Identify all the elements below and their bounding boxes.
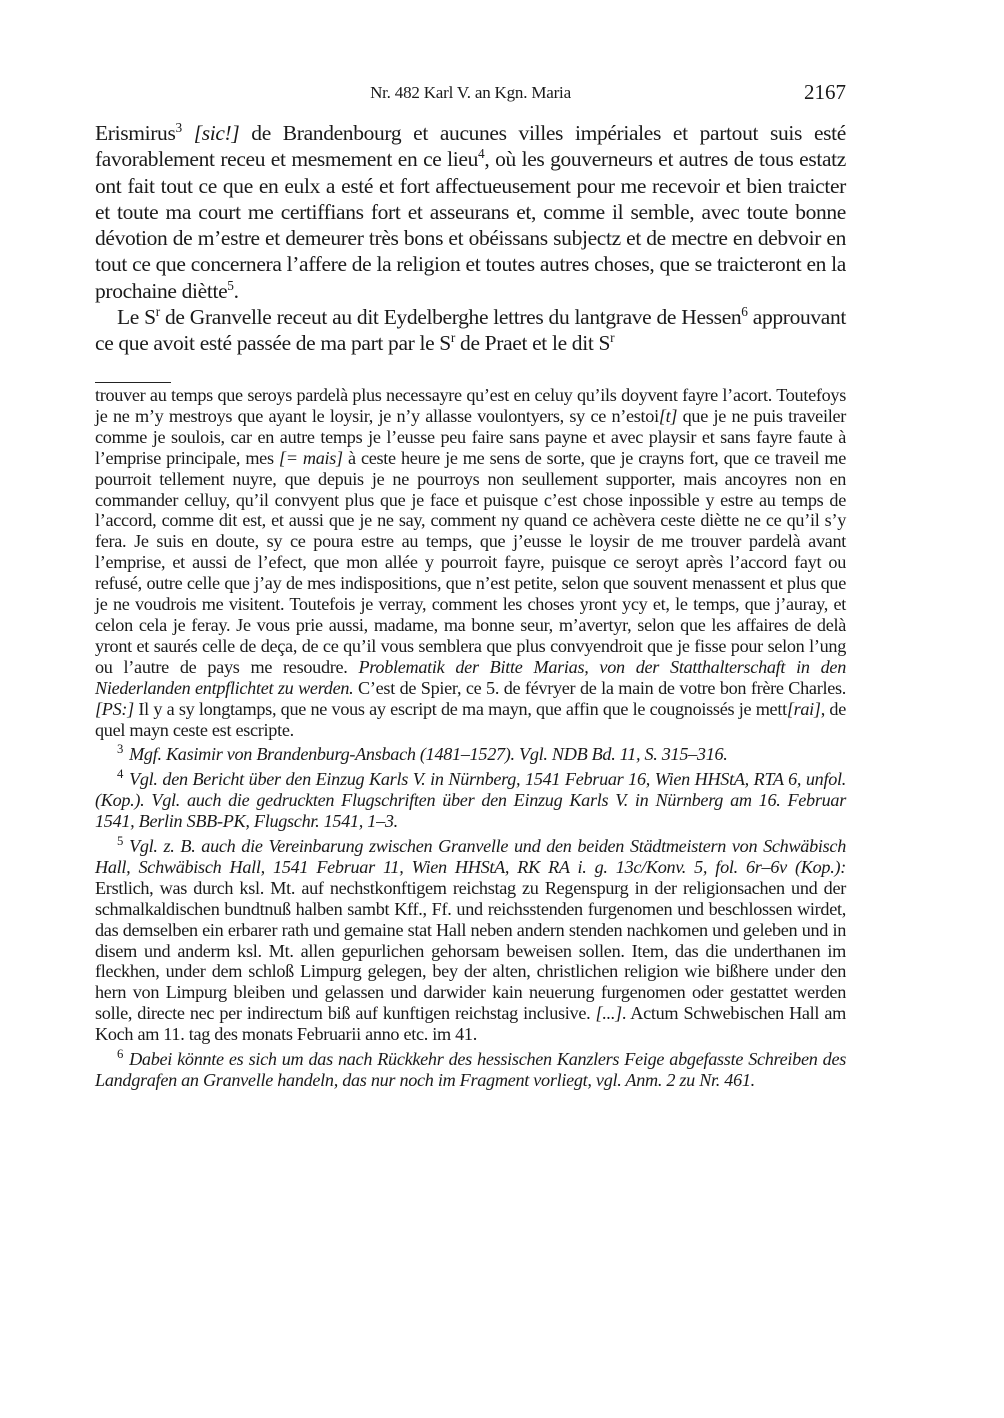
footnote-continued: trouver au temps que seroys pardelà plus necessayre qu’est en celuy qu’ils doyvent fayre l’acort. Toutefoys je ne m’y mestroys que ayant le loysir, je n’y allasse voulontyers, sy ce n’estoi[t] que je ne puis traveiler comme je soulois, car en autre temps je l’eusse peu faire sans payne et avec playsir et sans fayre faute à l’emprise principale, mes [= mais] à ceste heure je me sens de sorte, que je crayns fort, que ce traveil me pourroit tellement nuyre, que depuis je ne pourroys non seullement supporter, mais ancoyres non en commander celluy, qu’il convyent plus que je face et puisque c’est chose inpossible y estre au temps de l’accord, comme dit est, et aussi que je ne say, comment ny quand ce achèvera ceste diètte ne ce qu’il s’y fera. Je suis en doute, sy ce poura estre au temps, que j’eusse le loysir de me trouver pardelà avant l’emprise, et aussi de l’efect, que mon allée y pourroit fayre, puisque ce seroyt après l’accord fayt ou refusé, outre celle que j’ay de mes indispositions, que n’est petite, selon que souvent menassent et plus que je ne voudrois me visitent. Toutefois je verray, comment les choses yront ycy et, le temps, que j’auray, et celon cela je feray. Je vous prie aussi, madame, ma bonne seur, m’avertyr, selon que les affaires de delà yront et saurés celle de deça, de ce qu’il vous semblera que plus convyendroit que je fisse pour selon l’ung ou l’autre de pays me resoudre. Problematik der Bitte Marias, von der Statthalterschaft in den Niederlanden entpflichtet zu werden. C’est de Spier, ce 5. de févryer de la main de votre bon frère Charles. [PS:] Il y a sy longtamps, que ne vous ay escript de ma mayn, que affin que le cougnoissés je mett[rai], de quel mayn ceste est escripte. (95, 385, 847, 740)
running-title: Nr. 482 Karl V. an Kgn. Maria (370, 83, 571, 102)
main-text (95, 120, 846, 357)
footnotes (95, 385, 846, 1091)
footnote-number: 4 (117, 767, 124, 782)
footnote-ref-5[interactable]: 5 (227, 277, 234, 293)
running-head (95, 80, 846, 106)
footnote-5: $^5$ Vgl. z. B. auch die Vereinbarung zwischen Granvelle und den beiden Städtmeistern von Schwäbisch Hall, Schwäbisch Hall, 1541 Februar 11, Wien HHStA, RK RA i. g. 13c/Konv. 5, fol. 6r–6v (Kop.): Erstlich, was durch ksl. Mt. auf nechstkonftigem reichstag zu Regenspurg in der religionsachen und der schmalkaldischen bundtnuß halben sambt Kff., Ff. und reichsstenden furgenomen und beschlossen wirdet, das demselben ein erbarer rath und gemaine stat Hall neben andern stenden nachkomen und geleben und in disem und anderm ksl. Mt. allen gepurlichen gehorsam beweisen sollen. Item, das die underthanen im fleckhen, under dem schloß Limpurg gelegen, bey der alten, christlichen religion wie bißhere under den hern von Limpurg bleiben und gelassen und darwider kain neuerung furgenomen oder gestattet werden solle, directe nec per indirectum biß auf kunftigen reichstag inclusive. [...]. Actum Schwebischen Hall am Koch am 11. tag des monats Februarii anno etc. im 41. (95, 833, 846, 1045)
editorial-note: [sic!] (181, 121, 240, 145)
footnote-4: $^4$ Vgl. den Bericht über den Einzug Karls V. in Nürnberg, 1541 Februar 16, Wien HHStA, RTA 6, unfol. (Kop.). Vgl. auch die gedruckten Flugschriften über den Einzug Karls V. in Nürnberg am 16. Februar 1541, Berlin SBB-PK, Flugschr. 1541, 1–3. (95, 767, 846, 832)
footnote-3: $^3$ Mgf. Kasimir von Brandenburg-Ansbach (1481–1527). Vgl. NDB Bd. 11, S. 315–316. (117, 742, 728, 765)
main-paragraph-2: Le $S^r$ de Granvelle receut au dit Eydelberghe lettres du lantgrave de Hessen$^6$ approuvant ce que avoit esté passée de ma part par le $S^r$ de Praet et le dit $S^r$ (95, 303, 847, 356)
footnote-number: 5 (117, 833, 124, 848)
superscript-r: r (155, 303, 160, 319)
footnote-ref-3[interactable]: 3 (175, 119, 182, 135)
superscript-r: r (450, 330, 456, 346)
footnote-6: $^6$ Dabei könnte es sich um das nach Rückkehr des hessischen Kanzlers Feige abgefasste Schreiben des Landgrafen an Granvelle handeln, das nur noch im Fragment vorliegt, vgl. Anm. 2 zu Nr. 461. (95, 1047, 846, 1090)
main-paragraph-1: Erismirus$^3$ [sic!] de Brandenbourg et aucunes villes impériales et partout suis esté favorablement receu et mesmement en ce lieu$^4$, où les gouverneurs et autres de tous estatz ont fait tout ce que en eulx a esté et fort affectueusement pour me recevoir et bien traicter et toute ma court me certiffians fort et asseurans et, comme il semble, avec toute bonne dévotion de m’estre et demeurer très bons et obéissans subjectz et de mectre en debvoir en tout ce que concernera l’affere de la religion et toutes autres choses, que se traicteront en la prochaine diètte$^5$. (95, 119, 846, 303)
footnote-ref-6[interactable]: 6 (741, 303, 748, 319)
superscript-r: r (610, 330, 615, 346)
footnote-number: 6 (117, 1047, 124, 1062)
footnote-ref-4[interactable]: 4 (478, 146, 485, 162)
page-number: 2167 (804, 80, 846, 104)
footnote-number: 3 (117, 742, 124, 757)
footnote-separator (95, 382, 171, 383)
